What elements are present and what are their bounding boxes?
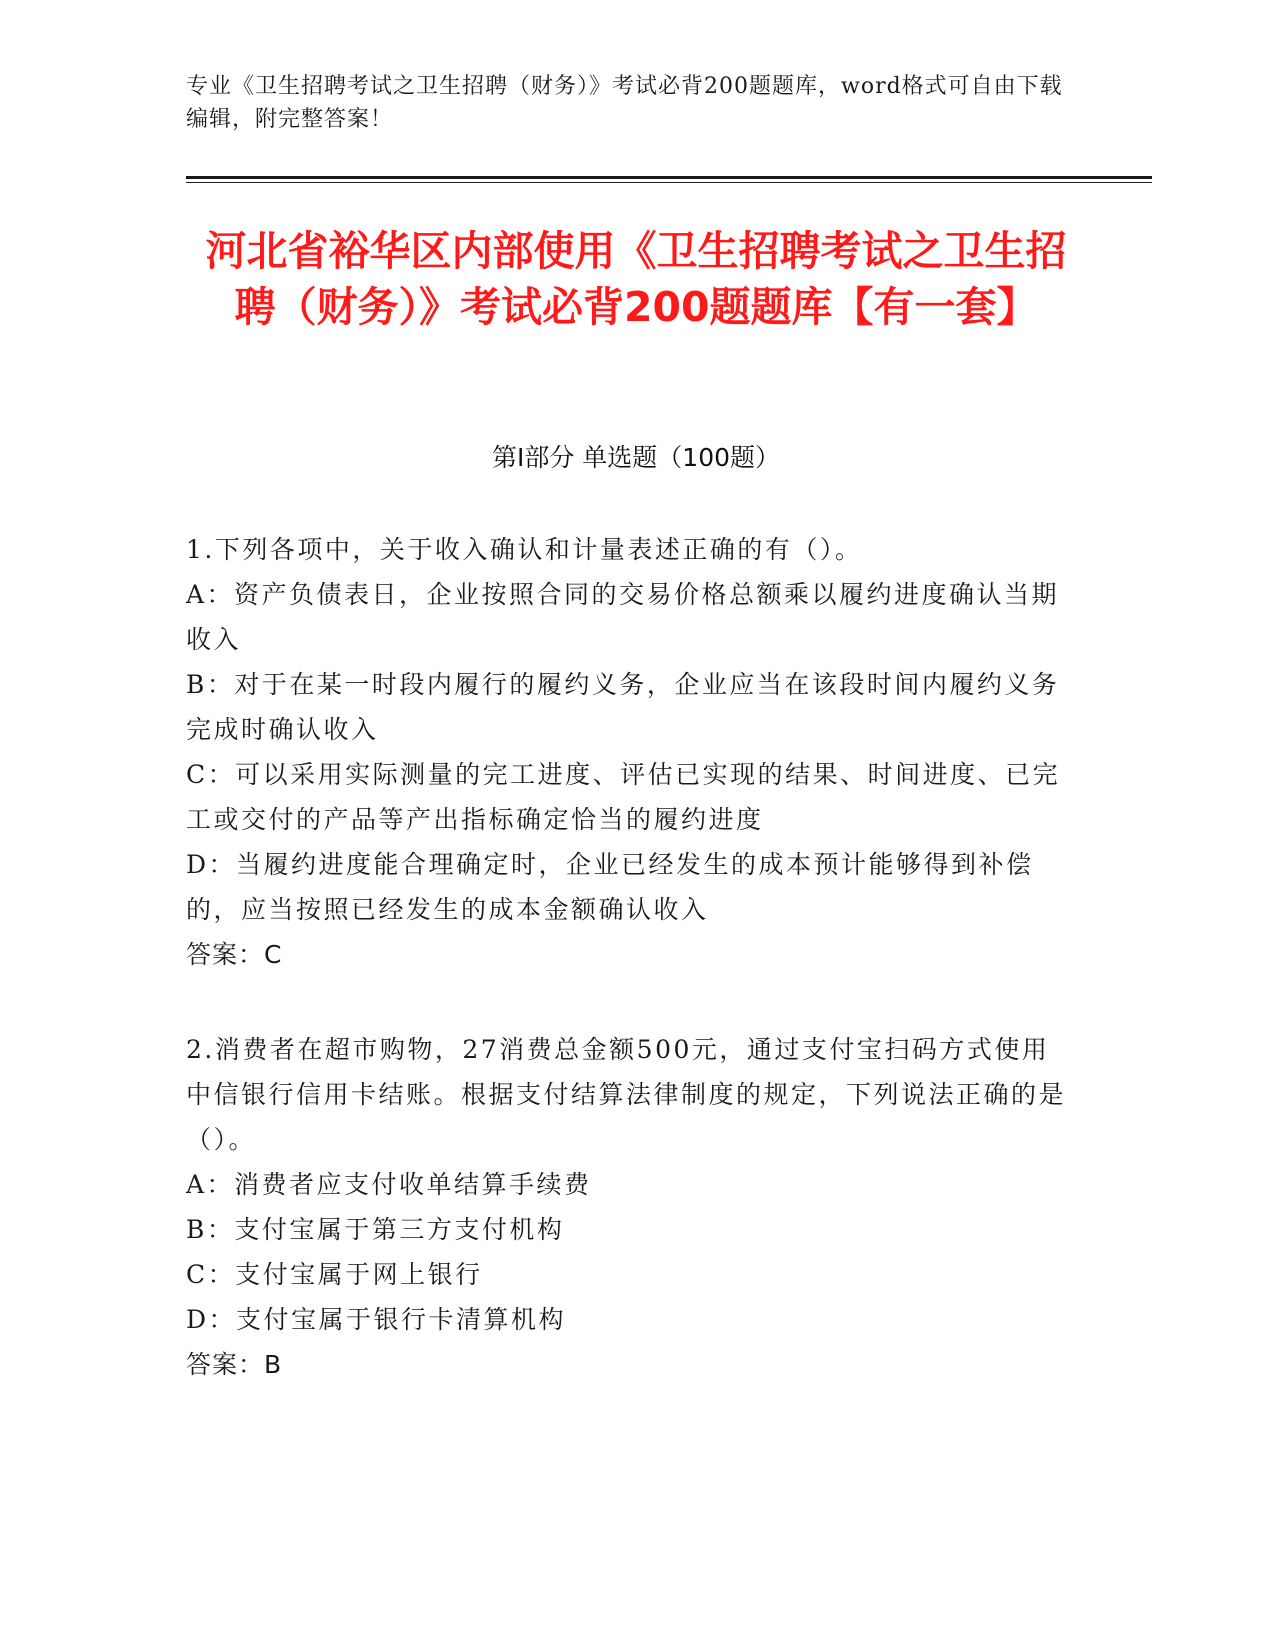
option-b: B：支付宝属于第三方支付机构 xyxy=(186,1215,565,1244)
option-b: B：对于在某一时段内履行的履约义务，企业应当在该段时间内履约义务完成时确认收入 xyxy=(186,670,1060,744)
header-note: 专业《卫生招聘考试之卫生招聘（财务）》考试必背200题题库，word格式可自由下载编辑，附完整答案！ xyxy=(186,74,1063,132)
section-title: 第Ⅰ部分 单选题（100题） xyxy=(491,443,781,472)
option-d: D：支付宝属于银行卡清算机构 xyxy=(186,1305,567,1334)
option-a: A：资产负债表日，企业按照合同的交易价格总额乘以履约进度确认当期收入 xyxy=(186,580,1060,654)
option-a: A：消费者应支付收单结算手续费 xyxy=(186,1170,592,1199)
header-divider-thick xyxy=(186,176,1152,179)
question-1 xyxy=(186,527,1076,977)
option-c: C：支付宝属于网上银行 xyxy=(186,1260,483,1289)
answer: 答案：C xyxy=(186,940,283,969)
option-d: D：当履约进度能合理确定时，企业已经发生的成本预计能够得到补偿的，应当按照已经发生的成本金额确认收入 xyxy=(186,850,1034,924)
document-title: 河北省裕华区内部使用《卫生招聘考试之卫生招聘（财务）》考试必背200题题库【有一套】 xyxy=(205,227,1067,331)
question-stem: 2.消费者在超市购物，27消费总金额500元，通过支付宝扫码方式使用中信银行信用卡结账。根据支付结算法律制度的规定，下列说法正确的是（）。 xyxy=(186,1035,1067,1154)
question-stem: 1.下列各项中，关于收入确认和计量表述正确的有（）。 xyxy=(186,535,863,564)
question-2 xyxy=(186,1027,1076,1387)
answer: 答案：B xyxy=(186,1350,283,1379)
option-c: C：可以采用实际测量的完工进度、评估已实现的结果、时间进度、已完工或交付的产品等产出指标确定恰当的履约进度 xyxy=(186,760,1061,834)
header-divider-thin xyxy=(186,182,1152,183)
